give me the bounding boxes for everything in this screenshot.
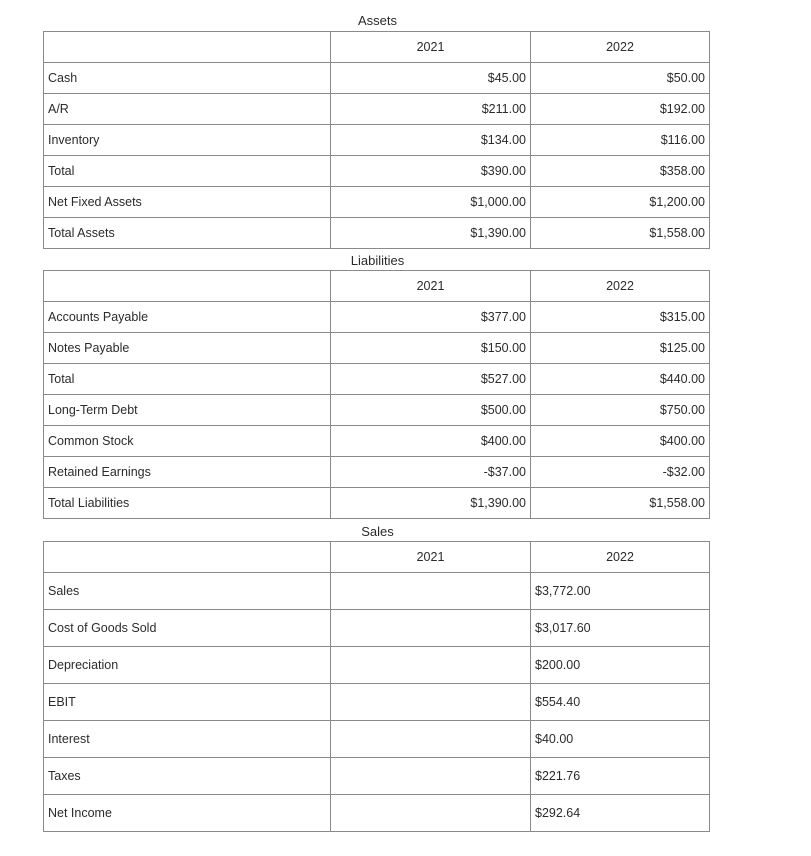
liabilities-header-row — [44, 271, 710, 302]
value-2022: $315.00 — [531, 302, 710, 333]
liabilities-caption: Liabilities — [350, 253, 405, 268]
assets-header-2021: 2021 — [331, 32, 531, 63]
value-2022: $50.00 — [531, 63, 710, 94]
value-2021 — [331, 573, 531, 610]
value-2021: $45.00 — [331, 63, 531, 94]
table-row — [44, 488, 710, 519]
value-2022: $1,200.00 — [531, 187, 710, 218]
value-2021: $1,390.00 — [331, 488, 531, 519]
sales-table — [43, 541, 710, 832]
table-row — [44, 610, 710, 647]
table-row — [44, 302, 710, 333]
table-row — [44, 758, 710, 795]
table-row — [44, 364, 710, 395]
row-label: Cost of Goods Sold — [44, 610, 331, 647]
value-2021 — [331, 684, 531, 721]
value-2022: $554.40 — [531, 684, 710, 721]
row-label: Total Assets — [44, 218, 331, 249]
value-2022: $440.00 — [531, 364, 710, 395]
table-row — [44, 156, 710, 187]
row-label: Taxes — [44, 758, 331, 795]
row-label: Total — [44, 156, 331, 187]
assets-header-blank — [44, 32, 331, 63]
value-2022: $125.00 — [531, 333, 710, 364]
row-label: Cash — [44, 63, 331, 94]
value-2021: $390.00 — [331, 156, 531, 187]
value-2021 — [331, 758, 531, 795]
assets-header-row — [44, 32, 710, 63]
value-2021 — [331, 795, 531, 832]
row-label: Total Liabilities — [44, 488, 331, 519]
value-2022: $200.00 — [531, 647, 710, 684]
row-label: Net Fixed Assets — [44, 187, 331, 218]
value-2021: $150.00 — [331, 333, 531, 364]
row-label: A/R — [44, 94, 331, 125]
value-2022: $221.76 — [531, 758, 710, 795]
value-2022: $1,558.00 — [531, 218, 710, 249]
value-2022: $192.00 — [531, 94, 710, 125]
row-label: Total — [44, 364, 331, 395]
value-2022: -$32.00 — [531, 457, 710, 488]
table-row — [44, 426, 710, 457]
value-2021: $1,390.00 — [331, 218, 531, 249]
value-2022: $358.00 — [531, 156, 710, 187]
table-row — [44, 125, 710, 156]
row-label: Common Stock — [44, 426, 331, 457]
table-row — [44, 457, 710, 488]
value-2022: $40.00 — [531, 721, 710, 758]
value-2022: $3,017.60 — [531, 610, 710, 647]
value-2021: $1,000.00 — [331, 187, 531, 218]
table-row — [44, 684, 710, 721]
value-2022: $116.00 — [531, 125, 710, 156]
liabilities-table — [43, 270, 710, 519]
value-2022: $750.00 — [531, 395, 710, 426]
value-2021: $377.00 — [331, 302, 531, 333]
row-label: EBIT — [44, 684, 331, 721]
row-label: Sales — [44, 573, 331, 610]
liabilities-header-2022: 2022 — [531, 271, 710, 302]
value-2021 — [331, 647, 531, 684]
row-label: Net Income — [44, 795, 331, 832]
row-label: Long-Term Debt — [44, 395, 331, 426]
sales-caption: Sales — [361, 524, 394, 539]
sales-header-2022: 2022 — [531, 542, 710, 573]
table-row — [44, 63, 710, 94]
value-2022: $400.00 — [531, 426, 710, 457]
table-row — [44, 573, 710, 610]
value-2021: $500.00 — [331, 395, 531, 426]
value-2021 — [331, 610, 531, 647]
value-2021: $400.00 — [331, 426, 531, 457]
table-row — [44, 795, 710, 832]
value-2022: $292.64 — [531, 795, 710, 832]
table-row — [44, 721, 710, 758]
value-2021: $211.00 — [331, 94, 531, 125]
liabilities-header-blank — [44, 271, 331, 302]
table-row — [44, 187, 710, 218]
table-row — [44, 395, 710, 426]
liabilities-header-2021: 2021 — [331, 271, 531, 302]
row-label: Notes Payable — [44, 333, 331, 364]
table-row — [44, 647, 710, 684]
value-2021: $134.00 — [331, 125, 531, 156]
assets-table — [43, 31, 710, 249]
value-2022: $1,558.00 — [531, 488, 710, 519]
row-label: Accounts Payable — [44, 302, 331, 333]
value-2022: $3,772.00 — [531, 573, 710, 610]
sales-header-blank — [44, 542, 331, 573]
value-2021: $527.00 — [331, 364, 531, 395]
table-row — [44, 218, 710, 249]
row-label: Inventory — [44, 125, 331, 156]
row-label: Retained Earnings — [44, 457, 331, 488]
table-row — [44, 333, 710, 364]
sales-header-2021: 2021 — [331, 542, 531, 573]
row-label: Depreciation — [44, 647, 331, 684]
sales-header-row — [44, 542, 710, 573]
table-row — [44, 94, 710, 125]
value-2021 — [331, 721, 531, 758]
value-2021: -$37.00 — [331, 457, 531, 488]
assets-caption: Assets — [357, 13, 397, 28]
row-label: Interest — [44, 721, 331, 758]
assets-header-2022: 2022 — [531, 32, 710, 63]
